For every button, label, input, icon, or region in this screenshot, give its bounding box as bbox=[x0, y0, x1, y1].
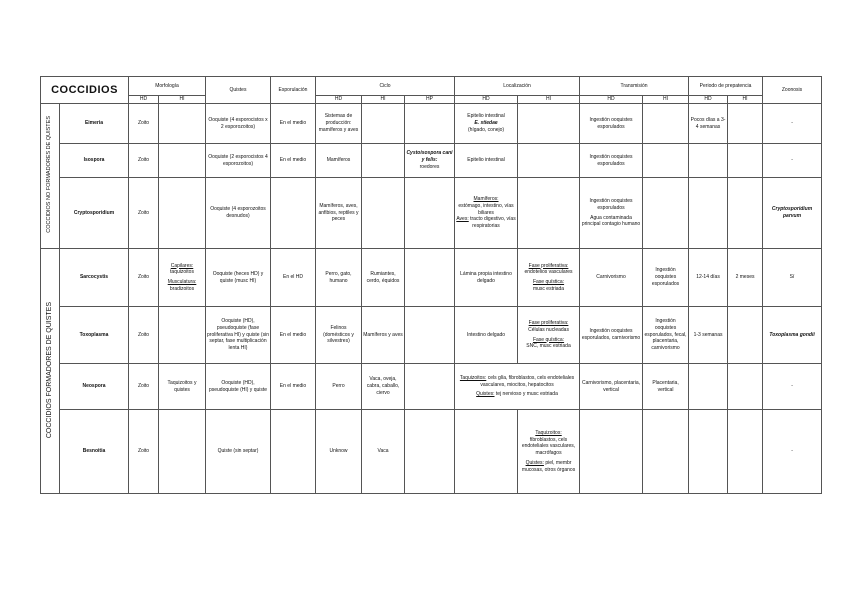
cell-prep-hd: 1-3 semanas bbox=[689, 307, 728, 364]
cell-ciclo-hp bbox=[405, 178, 455, 249]
cell-loc-hd: Epitelio intestinal bbox=[455, 144, 518, 178]
cell-morf-hi bbox=[159, 249, 206, 307]
loc-label: Taquizoitos: bbox=[535, 429, 562, 436]
cell-zoonosis: Sí bbox=[763, 249, 822, 307]
page-title: COCCIDIOS bbox=[41, 77, 129, 104]
loc-text: piel, membr mucosas, otros órganos bbox=[521, 459, 576, 473]
loc-label: Quistes: bbox=[476, 391, 495, 398]
table-row-sarcocystis bbox=[41, 249, 822, 307]
loc-text: Células nucleadas bbox=[528, 326, 569, 333]
cell-morf-hd: Zoito bbox=[129, 178, 159, 249]
cell-prep-hd bbox=[689, 144, 728, 178]
loc-label: Taquizoitos: bbox=[459, 374, 487, 381]
cell-esporulacion: En el HD bbox=[271, 249, 316, 307]
cell-morf-hd: Zoito bbox=[129, 104, 159, 144]
cell-trans-hi bbox=[643, 410, 689, 494]
cell-ciclo-hd: Felinos (domésticos y silvestres) bbox=[316, 307, 362, 364]
cell-ciclo-hi: Mamíferos y aves bbox=[362, 307, 405, 364]
loc-label: Fase proliferativa: bbox=[528, 262, 569, 269]
cell-morf-hi: Taquizoitos y quistes bbox=[159, 364, 206, 410]
cell-prep-hi bbox=[728, 307, 763, 364]
cell-zoonosis: - bbox=[763, 364, 822, 410]
loc-label: Fase quística: bbox=[532, 336, 565, 343]
group-label-no-formadores: COCCIDIOS NO FORMADORES DE QUISTES bbox=[41, 104, 60, 249]
trans-text: Ingestión ooquistes esporulados bbox=[589, 198, 633, 211]
loc-label: Quistes: bbox=[525, 459, 544, 466]
cell-ciclo-hp bbox=[405, 104, 455, 144]
cell-loc-hd: Lámina propia intestino delgado bbox=[455, 249, 518, 307]
cell-trans-hi: Ingestión ooquistes esporulados, fecal, placentaria, carnivorismo bbox=[643, 307, 689, 364]
cell-ciclo-hd: Sistemas de producción: mamíferos y aves bbox=[316, 104, 362, 144]
row-name-sarcocystis: Sarcocystis bbox=[60, 249, 129, 307]
cell-morf-hi bbox=[159, 410, 206, 494]
cell-loc-hi bbox=[518, 307, 580, 364]
subheader-trans-hi: HI bbox=[643, 96, 689, 104]
group-label-formadores: COCCIDIOS FORMADORES DE QUISTES bbox=[41, 249, 60, 494]
coccidios-table bbox=[40, 76, 822, 494]
morf-label: Musculatura: bbox=[167, 279, 197, 285]
cell-trans-hd: Carnivorismo bbox=[580, 249, 643, 307]
loc-text: Epitelio intestinal bbox=[467, 113, 505, 120]
cell-ciclo-hp bbox=[405, 364, 455, 410]
loc-label: Fase quística: bbox=[532, 279, 565, 285]
cell-trans-hd: Ingestión ooquistes esporulados bbox=[580, 144, 643, 178]
cell-prep-hi bbox=[728, 104, 763, 144]
cell-quistes: Ooquiste (HD), pseudoquiste (HI) y quiste bbox=[206, 364, 271, 410]
cell-ciclo-hi: Vaca, oveja, cabra, caballo, ciervo bbox=[362, 364, 405, 410]
cell-zoonosis bbox=[763, 178, 822, 249]
cell-trans-hi bbox=[643, 104, 689, 144]
cell-ciclo-hp bbox=[405, 307, 455, 364]
cell-morf-hd: Zoito bbox=[129, 364, 159, 410]
cell-quistes: Quiste (sin septar) bbox=[206, 410, 271, 494]
row-name-cryptosporidium: Cryptosporidium bbox=[60, 178, 129, 249]
loc-label: Fase proliferativa: bbox=[528, 320, 569, 326]
cell-esporulacion: En el medio bbox=[271, 307, 316, 364]
row-name-toxoplasma: Toxoplasma bbox=[60, 307, 129, 364]
cell-ciclo-hd: Mamíferos, aves, anfibios, reptiles y peces bbox=[316, 178, 362, 249]
cell-esporulacion bbox=[271, 410, 316, 494]
table-row-eimeria bbox=[41, 104, 822, 144]
cell-ciclo-hp bbox=[405, 144, 455, 178]
cell-loc-hd: Intestino delgado bbox=[455, 307, 518, 364]
subheader-morf-hd: HD bbox=[129, 96, 159, 104]
cell-prep-hi bbox=[728, 144, 763, 178]
cell-zoonosis: - bbox=[763, 144, 822, 178]
subheader-ciclo-hi: HI bbox=[362, 96, 405, 104]
cell-loc-hd bbox=[455, 178, 518, 249]
cell-ciclo-hi bbox=[362, 144, 405, 178]
cell-quistes: Ooquiste (2 esporocistos 4 esporozoitos) bbox=[206, 144, 271, 178]
loc-text: estómago, intestino, vías biliares bbox=[458, 202, 514, 216]
species-name: Cystoisospora cani y felis: bbox=[406, 150, 453, 164]
cell-prep-hd: Pocos días a 3-4 semanas bbox=[689, 104, 728, 144]
row-name-besnoitia: Besnoitia bbox=[60, 410, 129, 494]
cell-esporulacion: En el medio bbox=[271, 104, 316, 144]
morf-text: bradizoitos bbox=[169, 285, 195, 292]
cell-ciclo-hi: Rumiantes, cerdo, équidos bbox=[362, 249, 405, 307]
cell-morf-hi bbox=[159, 144, 206, 178]
subheader-ciclo-hp: HP bbox=[405, 96, 455, 104]
cell-ciclo-hi bbox=[362, 178, 405, 249]
cell-loc-hi bbox=[518, 178, 580, 249]
subheader-prep-hi: HI bbox=[728, 96, 763, 104]
cell-loc-hi bbox=[518, 249, 580, 307]
row-name-eimeria: Eimeria bbox=[60, 104, 129, 144]
cell-prep-hi bbox=[728, 178, 763, 249]
cell-loc-hi bbox=[518, 144, 580, 178]
cell-quistes: Ooquiste (HD), pseudoquiste (fase proliferativa HI) y quiste (sin septar, fase multiplicación lenta HI) bbox=[206, 307, 271, 364]
table-row-besnoitia bbox=[41, 410, 822, 494]
loc-text: musc estriada bbox=[532, 285, 565, 292]
cell-zoonosis bbox=[763, 307, 822, 364]
cell-morf-hd: Zoito bbox=[129, 144, 159, 178]
cell-quistes: Ooquiste (4 esporozoitos desnudos) bbox=[206, 178, 271, 249]
cell-prep-hd: 12-14 días bbox=[689, 249, 728, 307]
cell-prep-hd bbox=[689, 410, 728, 494]
cell-ciclo-hi: Vaca bbox=[362, 410, 405, 494]
subheader-trans-hd: HD bbox=[580, 96, 643, 104]
header-row-1 bbox=[41, 77, 822, 96]
loc-text: tej nervioso y musc estriada bbox=[495, 391, 558, 398]
cell-quistes: Ooquiste (4 esporocistos x 2 esporozoitos) bbox=[206, 104, 271, 144]
cell-trans-hd: Ingestión ooquistes esporulados bbox=[580, 104, 643, 144]
cell-quistes: Ooquiste (heces HD) y quiste (musc HI) bbox=[206, 249, 271, 307]
cell-ciclo-hi bbox=[362, 104, 405, 144]
morf-text: taquizoitos bbox=[170, 269, 194, 276]
cell-esporulacion bbox=[271, 178, 316, 249]
header-transmision: Transmisión bbox=[580, 77, 689, 96]
table-row-cryptosporidium bbox=[41, 178, 822, 249]
subheader-loc-hd: HD bbox=[455, 96, 518, 104]
table-row-neospora bbox=[41, 364, 822, 410]
cell-trans-hd: Carnivorismo, placentaria, vertical bbox=[580, 364, 643, 410]
header-esporulacion: Esporulación bbox=[271, 77, 316, 104]
cell-ciclo-hd: Unknow bbox=[316, 410, 362, 494]
cell-prep-hi: 2 meses bbox=[728, 249, 763, 307]
header-zoonosis: Zoonosis bbox=[763, 77, 822, 104]
loc-text: SNC, musc estriada bbox=[526, 343, 571, 350]
header-morfologia: Morfología bbox=[129, 77, 206, 96]
cell-trans-hi: Ingestión ooquistes esporulados bbox=[643, 249, 689, 307]
cell-ciclo-hd: Mamíferos bbox=[316, 144, 362, 178]
cell-loc-hi bbox=[518, 410, 580, 494]
header-row-2 bbox=[41, 96, 822, 104]
header-prepatencia: Periodo de prepatencia bbox=[689, 77, 763, 96]
cell-trans-hi bbox=[643, 144, 689, 178]
cell-morf-hd: Zoito bbox=[129, 410, 159, 494]
loc-text: tracto digestivo, vías respiratorias bbox=[470, 216, 516, 230]
cell-morf-hi bbox=[159, 178, 206, 249]
cell-prep-hi bbox=[728, 364, 763, 410]
cell-zoonosis: - bbox=[763, 410, 822, 494]
header-localizacion: Localización bbox=[455, 77, 580, 96]
subheader-loc-hi: HI bbox=[518, 96, 580, 104]
cell-ciclo-hd: Perro, gato, humano bbox=[316, 249, 362, 307]
loc-label: Mamíferos: bbox=[473, 196, 499, 203]
header-ciclo: Ciclo bbox=[316, 77, 455, 96]
cell-esporulacion: En el medio bbox=[271, 364, 316, 410]
cell-trans-hi bbox=[643, 178, 689, 249]
cycle-text: roedores bbox=[419, 163, 440, 170]
cell-ciclo-hp bbox=[405, 249, 455, 307]
loc-text: fibroblastos, cels endoteliales vasculares, macrófagos bbox=[521, 436, 576, 456]
cell-trans-hd: Ingestión ooquistes esporulados, carnivorismo bbox=[580, 307, 643, 364]
cell-zoonosis: - bbox=[763, 104, 822, 144]
cell-esporulacion: En el medio bbox=[271, 144, 316, 178]
morf-label: Capilares: bbox=[170, 262, 194, 269]
table-row-toxoplasma bbox=[41, 307, 822, 364]
coccidios-sheet bbox=[40, 76, 821, 488]
loc-text: (hígado, conejo) bbox=[467, 126, 505, 133]
trans-text: Agua contaminada principal contagio humano bbox=[581, 214, 641, 228]
header-quistes: Quistes bbox=[206, 77, 271, 104]
cell-trans-hd bbox=[580, 178, 643, 249]
loc-text: endotelios vasculares bbox=[524, 269, 573, 276]
species-name: E. stiedae bbox=[474, 120, 498, 127]
loc-label: Aves: bbox=[456, 216, 469, 223]
row-name-neospora: Neospora bbox=[60, 364, 129, 410]
cell-morf-hi bbox=[159, 104, 206, 144]
species-name: Toxoplasma gondii bbox=[769, 331, 815, 338]
loc-text: cels glía, fibroblastos, cels endoteliales vasculares, miocitos, hepatocitos bbox=[480, 374, 575, 388]
subheader-morf-hi: HI bbox=[159, 96, 206, 104]
cell-loc-hi bbox=[518, 104, 580, 144]
table-row-isospora bbox=[41, 144, 822, 178]
cell-prep-hd bbox=[689, 364, 728, 410]
cell-ciclo-hd: Perro bbox=[316, 364, 362, 410]
cell-loc-hd bbox=[455, 104, 518, 144]
cell-morf-hd: Zoito bbox=[129, 249, 159, 307]
cell-localizacion bbox=[455, 364, 580, 410]
cell-trans-hd bbox=[580, 410, 643, 494]
subheader-prep-hd: HD bbox=[689, 96, 728, 104]
subheader-ciclo-hd: HD bbox=[316, 96, 362, 104]
cell-ciclo-hp bbox=[405, 410, 455, 494]
cell-prep-hd bbox=[689, 178, 728, 249]
species-name: Cryptosporidium parvum bbox=[771, 206, 813, 219]
row-name-isospora: Isospora bbox=[60, 144, 129, 178]
cell-morf-hi bbox=[159, 307, 206, 364]
cell-morf-hd: Zoito bbox=[129, 307, 159, 364]
cell-trans-hi: Placentaria, vertical bbox=[643, 364, 689, 410]
cell-prep-hi bbox=[728, 410, 763, 494]
cell-loc-hd bbox=[455, 410, 518, 494]
